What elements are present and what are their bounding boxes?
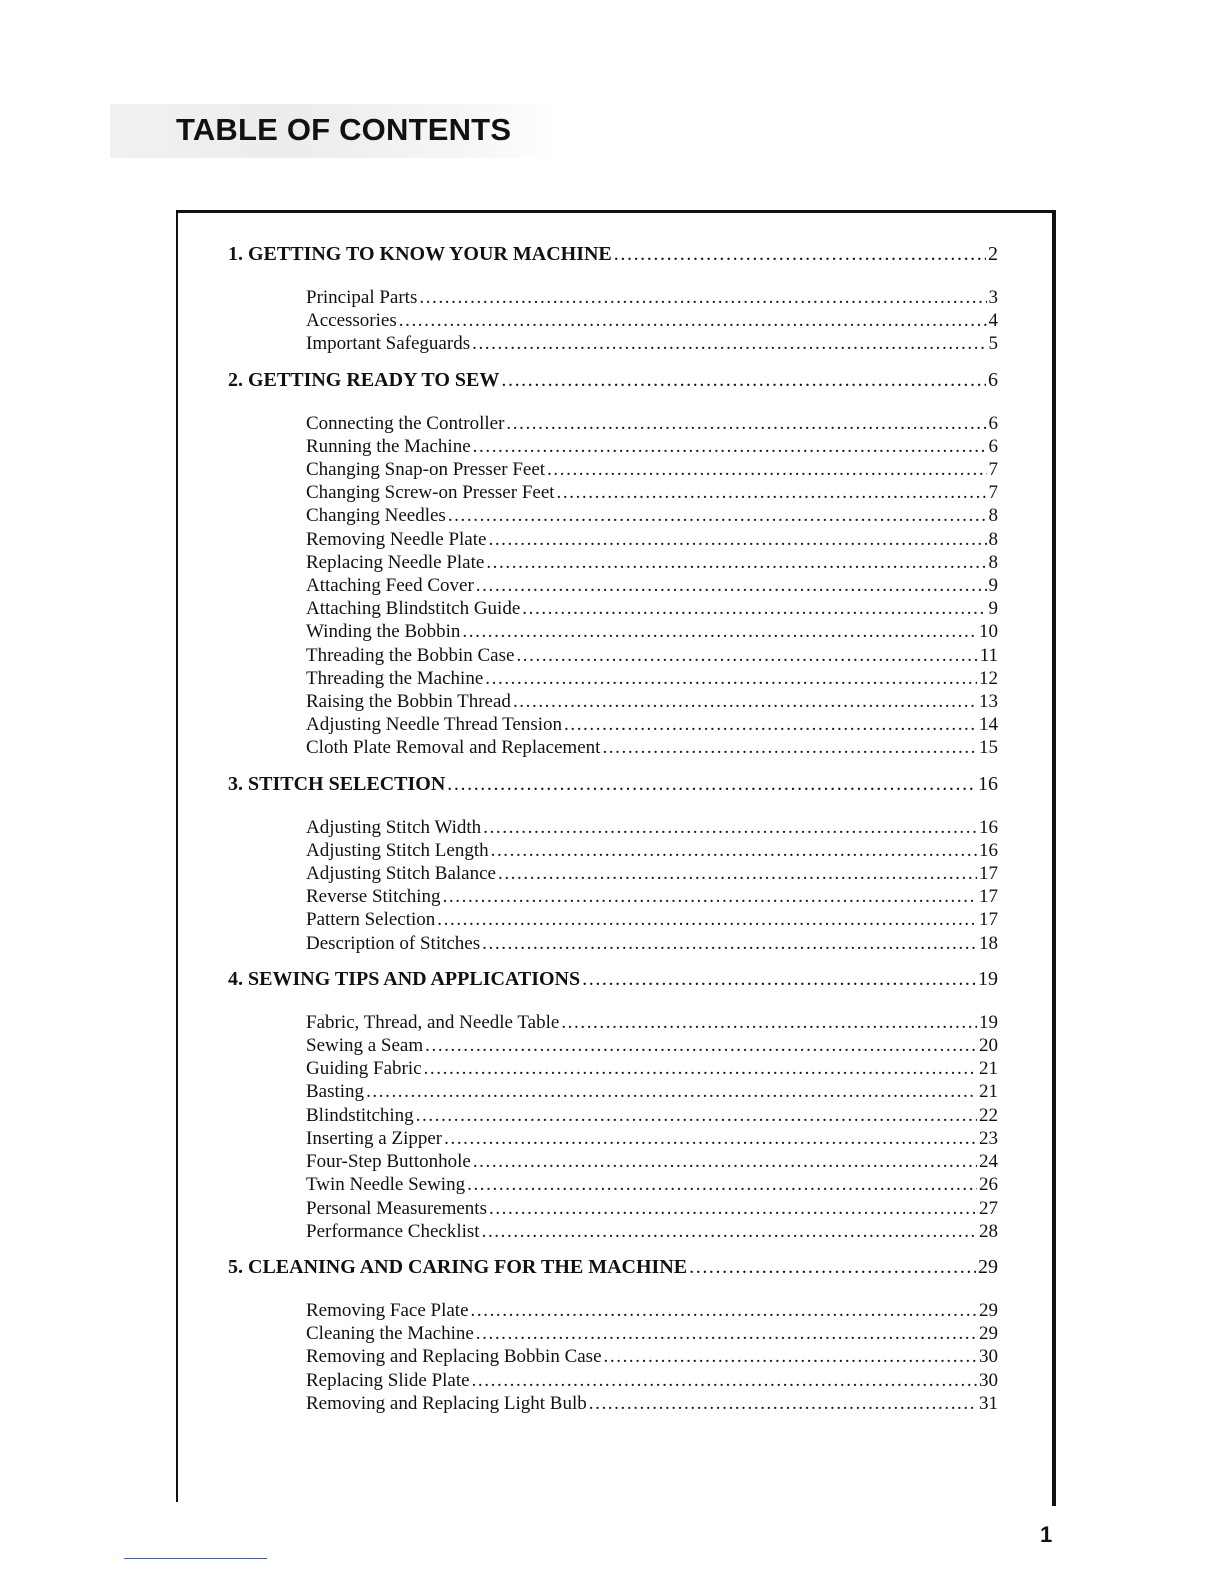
page-ref: 19 <box>978 967 998 990</box>
toc-entry[interactable] <box>228 713 998 736</box>
page-ref: 13 <box>979 691 998 713</box>
entry-label: Fabric, Thread, and Needle Table <box>306 1011 560 1033</box>
entry-label: Changing Snap-on Presser Feet <box>306 459 546 481</box>
page-ref: 7 <box>988 459 998 481</box>
page-ref: 17 <box>979 909 998 931</box>
dot-leader <box>557 481 987 504</box>
page-ref: 7 <box>988 482 998 504</box>
entry-label: Changing Screw-on Presser Feet <box>306 482 555 504</box>
toc-entry[interactable] <box>228 332 998 355</box>
toc-entry[interactable] <box>228 1034 998 1057</box>
toc-list <box>228 240 998 1425</box>
toc-entry[interactable] <box>228 1173 998 1196</box>
frame-left-rule <box>176 210 178 1502</box>
toc-entry[interactable] <box>228 690 998 713</box>
dot-leader <box>547 458 986 481</box>
toc-entry[interactable] <box>228 551 998 574</box>
entry-label: Winding the Bobbin <box>306 621 461 643</box>
entry-label: Adjusting Stitch Width <box>306 816 482 838</box>
entry-label: Removing Face Plate <box>306 1299 469 1321</box>
section-heading-label: 4. SEWING TIPS AND APPLICATIONS <box>228 967 581 990</box>
dot-leader <box>437 908 977 931</box>
toc-entry[interactable] <box>228 1127 998 1150</box>
frame-top-rule <box>176 210 1056 213</box>
dot-leader <box>448 504 987 527</box>
toc-section <box>228 965 998 1243</box>
entry-label: Guiding Fabric <box>306 1058 422 1080</box>
page-ref: 10 <box>979 621 998 643</box>
entry-label: Threading the Machine <box>306 667 484 689</box>
dot-leader <box>476 1322 977 1345</box>
page-ref: 8 <box>988 551 998 573</box>
dot-leader <box>564 713 977 736</box>
dot-leader <box>482 932 977 955</box>
entry-label: Running the Machine <box>306 435 471 457</box>
toc-entry[interactable] <box>228 667 998 690</box>
toc-entry[interactable] <box>228 1220 998 1243</box>
page-ref: 30 <box>979 1369 998 1391</box>
entry-label: Adjusting Stitch Balance <box>306 863 496 885</box>
entry-label: Description of Stitches <box>306 932 481 954</box>
dot-leader <box>589 1392 977 1415</box>
page-ref: 9 <box>988 575 998 597</box>
toc-entry[interactable] <box>228 816 998 839</box>
toc-entry[interactable] <box>228 1011 998 1034</box>
dot-leader <box>467 1173 977 1196</box>
toc-entry[interactable] <box>228 412 998 435</box>
dot-leader <box>488 528 986 551</box>
entry-label: Changing Needles <box>306 505 446 527</box>
dot-leader <box>399 309 987 332</box>
page-ref: 20 <box>979 1035 998 1057</box>
toc-entry[interactable] <box>228 862 998 885</box>
dot-leader <box>561 1011 977 1034</box>
entry-label: Raising the Bobbin Thread <box>306 691 511 713</box>
entry-label: Removing Needle Plate <box>306 528 487 550</box>
toc-section <box>228 770 998 955</box>
page-ref: 24 <box>979 1151 998 1173</box>
dot-leader <box>472 1369 977 1392</box>
entry-label: Attaching Blindstitch Guide <box>306 598 521 620</box>
page-ref: 16 <box>979 816 998 838</box>
dot-leader <box>476 574 987 597</box>
dot-leader <box>486 551 986 574</box>
toc-entry[interactable] <box>228 1392 998 1415</box>
dot-leader <box>602 736 977 759</box>
toc-entry[interactable] <box>228 932 998 955</box>
page-ref: 17 <box>979 886 998 908</box>
page-ref: 31 <box>979 1392 998 1414</box>
page-ref: 6 <box>988 435 998 457</box>
dot-leader <box>582 965 976 993</box>
section-heading-label: 1. GETTING TO KNOW YOUR MACHINE <box>228 243 612 265</box>
page-number: 1 <box>1040 1522 1053 1547</box>
toc-entry[interactable] <box>228 885 998 908</box>
entry-label: Attaching Feed Cover <box>306 575 474 597</box>
page-ref: 8 <box>988 528 998 550</box>
page-ref: 26 <box>979 1174 998 1196</box>
toc-section <box>228 366 998 760</box>
page-ref: 16 <box>978 772 998 795</box>
dot-leader <box>419 286 986 309</box>
entry-label: Personal Measurements <box>306 1197 487 1219</box>
page-ref: 6 <box>988 412 998 434</box>
toc-section-heading[interactable] <box>228 366 998 394</box>
section-heading-label: 2. GETTING READY TO SEW <box>228 368 500 391</box>
page-ref: 29 <box>979 1299 998 1321</box>
dot-leader <box>501 366 986 394</box>
dot-leader <box>424 1057 977 1080</box>
dot-leader <box>522 597 986 620</box>
dot-leader <box>425 1034 977 1057</box>
toc-section-heading[interactable] <box>228 240 998 268</box>
entry-label: Twin Needle Sewing <box>306 1174 466 1196</box>
page-ref: 18 <box>979 932 998 954</box>
dot-leader <box>416 1104 977 1127</box>
page-ref: 15 <box>979 737 998 759</box>
page-ref: 5 <box>988 333 998 355</box>
entry-label: Adjusting Needle Thread Tension <box>306 714 562 736</box>
toc-entry[interactable] <box>228 504 998 527</box>
toc-entry[interactable] <box>228 908 998 931</box>
page-ref: 3 <box>988 287 998 308</box>
toc-entry[interactable] <box>228 574 998 597</box>
page-ref: 21 <box>979 1058 998 1080</box>
page-ref: 22 <box>979 1104 998 1126</box>
dot-leader <box>447 770 976 798</box>
dot-leader <box>444 1127 977 1150</box>
page-ref: 29 <box>978 1255 998 1278</box>
dot-leader <box>491 839 977 862</box>
page-ref: 14 <box>979 714 998 736</box>
page-ref: 19 <box>979 1011 998 1033</box>
toc-entry[interactable] <box>228 620 998 643</box>
dot-leader <box>366 1080 977 1103</box>
toc-entry[interactable] <box>228 644 998 667</box>
dot-leader <box>473 1150 977 1173</box>
toc-entry[interactable] <box>228 1322 998 1345</box>
dot-leader <box>462 620 977 643</box>
page-ref: 9 <box>988 598 998 620</box>
dot-leader <box>614 240 986 268</box>
dot-leader <box>485 667 977 690</box>
section-heading-label: 5. CLEANING AND CARING FOR THE MACHINE <box>228 1255 688 1278</box>
page-ref: 11 <box>979 644 998 666</box>
page-ref: 30 <box>979 1346 998 1368</box>
entry-label: Removing and Replacing Bobbin Case <box>306 1346 602 1368</box>
toc-entry[interactable] <box>228 1369 998 1392</box>
toc-entry[interactable] <box>228 286 998 309</box>
entry-label: Performance Checklist <box>306 1220 480 1242</box>
footer-rule <box>124 1558 267 1559</box>
entry-label: Adjusting Stitch Length <box>306 839 489 861</box>
section-heading-label: 3. STITCH SELECTION <box>228 772 446 795</box>
page-ref: 12 <box>979 667 998 689</box>
page-title: TABLE OF CONTENTS <box>176 112 512 147</box>
page-ref: 29 <box>979 1323 998 1345</box>
page-ref: 17 <box>979 863 998 885</box>
toc-entry[interactable] <box>228 597 998 620</box>
page-ref: 23 <box>979 1127 998 1149</box>
toc-section-heading[interactable] <box>228 770 998 798</box>
dot-leader <box>482 1220 977 1243</box>
entry-label: Inserting a Zipper <box>306 1127 443 1149</box>
toc-entry[interactable] <box>228 481 998 504</box>
dot-leader <box>471 1299 977 1322</box>
entry-label: Removing and Replacing Light Bulb <box>306 1392 587 1414</box>
toc-entry[interactable] <box>228 435 998 458</box>
page-ref: 27 <box>979 1197 998 1219</box>
dot-leader <box>473 435 987 458</box>
dot-leader <box>689 1253 976 1281</box>
page-ref: 6 <box>988 368 998 391</box>
toc-section <box>228 1253 998 1415</box>
entry-label: Basting <box>306 1081 365 1103</box>
dot-leader <box>513 690 977 713</box>
entry-label: Threading the Bobbin Case <box>306 644 515 666</box>
toc-entry[interactable] <box>228 1299 998 1322</box>
entry-label: Connecting the Controller <box>306 412 505 434</box>
entry-label: Principal Parts <box>306 287 418 308</box>
page-ref: 8 <box>988 505 998 527</box>
dot-leader <box>604 1345 977 1368</box>
dot-leader <box>483 816 977 839</box>
entry-label: Accessories <box>306 310 397 332</box>
page-ref: 16 <box>979 839 998 861</box>
page-ref: 28 <box>979 1220 998 1242</box>
entry-label: Replacing Slide Plate <box>306 1369 470 1391</box>
toc-entry[interactable] <box>228 1345 998 1368</box>
page-ref: 2 <box>988 243 998 265</box>
toc-entry[interactable] <box>228 528 998 551</box>
toc-entry[interactable] <box>228 736 998 759</box>
toc-section-heading[interactable] <box>228 965 998 993</box>
dot-leader <box>443 885 977 908</box>
entry-label: Reverse Stitching <box>306 886 441 908</box>
toc-section <box>228 240 998 356</box>
entry-label: Blindstitching <box>306 1104 414 1126</box>
toc-entry[interactable] <box>228 839 998 862</box>
dot-leader <box>472 332 986 355</box>
toc-entry[interactable] <box>228 1057 998 1080</box>
dot-leader <box>506 412 986 435</box>
entry-label: Replacing Needle Plate <box>306 551 485 573</box>
entry-label: Cloth Plate Removal and Replacement <box>306 737 601 759</box>
dot-leader <box>498 862 977 885</box>
page-ref: 4 <box>988 310 998 332</box>
entry-label: Pattern Selection <box>306 909 436 931</box>
entry-label: Important Safeguards <box>306 333 471 355</box>
toc-entry[interactable] <box>228 458 998 481</box>
toc-entry[interactable] <box>228 1080 998 1103</box>
toc-section-heading[interactable] <box>228 1253 998 1281</box>
dot-leader <box>489 1197 977 1220</box>
toc-entry[interactable] <box>228 1104 998 1127</box>
entry-label: Sewing a Seam <box>306 1035 424 1057</box>
dot-leader <box>516 644 977 667</box>
toc-entry[interactable] <box>228 1150 998 1173</box>
toc-entry[interactable] <box>228 309 998 332</box>
frame-right-rule <box>1052 210 1056 1506</box>
toc-entry[interactable] <box>228 1197 998 1220</box>
entry-label: Four-Step Buttonhole <box>306 1151 471 1173</box>
entry-label: Cleaning the Machine <box>306 1323 474 1345</box>
page-ref: 21 <box>979 1081 998 1103</box>
